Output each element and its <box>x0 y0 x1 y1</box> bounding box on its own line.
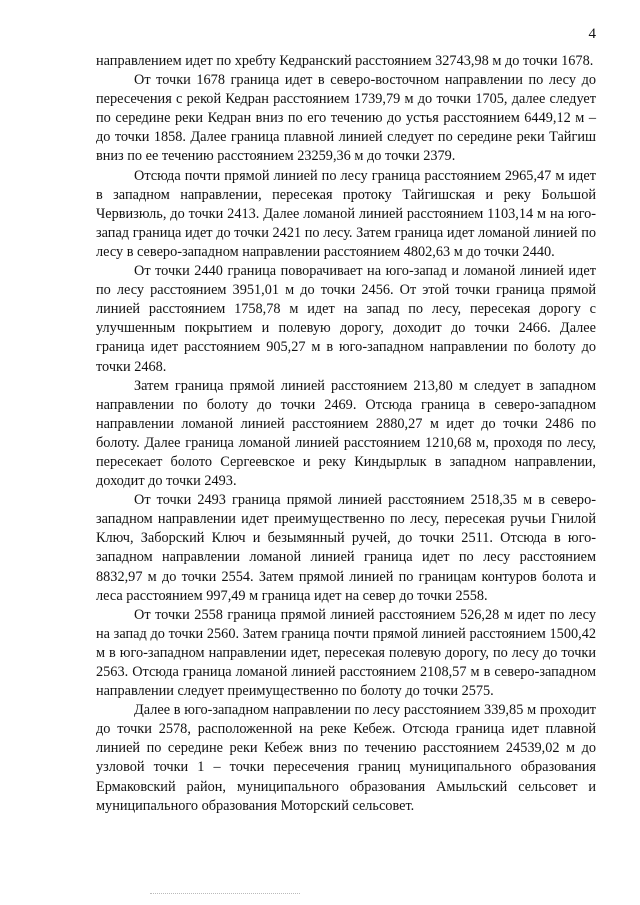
paragraph-7: От точки 2558 граница прямой линией расстоянием 526,28 м идет по лесу на запад до точки 2560. Затем граница почти прямой линией расстоянием 1500,42 м в юго-западном направлении идет, пересекая полевую дорогу, по лесу до точки 2563. Отсюда граница ломаной линией расстоянием 2108,57 м в северо-западном направлении следует преимущественно по болоту до точки 2575. <box>96 606 596 700</box>
paragraph-1: направлением идет по хребту Кедранский расстоянием 32743,98 м до точки 1678. <box>96 53 594 69</box>
document-body <box>96 52 596 816</box>
paragraph-6: От точки 2493 граница прямой линией расстоянием 2518,35 м в северо-западном направлении идет преимущественно по лесу, пересекая ручьи Гнилой Ключ, Заборский Ключ и безымянный ручей, до точки 2511. Отсюда в юго-западном направлении ломаной линией граница идет по лесу расстоянием 8832,97 м до точки 2554. Затем прямой линией по границам контуров болота и леса расстоянием 997,49 м граница идет на север до точки 2558. <box>96 492 596 604</box>
paragraph-4: От точки 2440 граница поворачивает на юго-запад и ломаной линией идет по лесу расстоянием 3951,01 м до точки 2456. От этой точки граница прямой линией расстоянием 1758,78 м идет на запад по лесу, пересекая дорогу с улучшенным покрытием и полевую дорогу, доходит до точки 2466. Далее граница идет расстоянием 905,27 м в юго-западном направлении по болоту до точки 2468. <box>96 263 596 375</box>
paragraph-5: Затем граница прямой линией расстоянием 213,80 м следует в западном направлении по болоту до точки 2469. Отсюда граница в северо-западном направлении ломаной линией расстоянием 2880,27 м идет до точки 2486 по болоту. Далее граница ломаной линией расстоянием 1210,68 м, проходя по лесу, пересекает болото Сергеевское и реку Киндырлык в западном направлении, доходит до точки 2493. <box>96 377 596 490</box>
paragraph-8: Далее в юго-западном направлении по лесу расстоянием 339,85 м проходит до точки 2578, расположенной на реке Кебеж. Отсюда граница идет плавной линией по середине реки Кебеж вниз по течению расстоянием 24539,02 м до узловой точки 1 – точки пересечения границ муниципального образования Ермаковский район, муниципального образования Амыльский сельсовет и муниципального образования Моторский сельсовет. <box>96 702 596 814</box>
paragraph-3: Отсюда почти прямой линией по лесу граница расстоянием 2965,47 м идет в западном направлении, пересекая протоку Тайгишская и реку Большой Червизюль, до точки 2413. Далее ломаной линией расстоянием 1103,14 м на юго-запад граница идет до точки 2421 по лесу. Затем граница идет ломаной линией по лесу в северо-западном направлении расстоянием 4802,63 м до точки 2440. <box>96 167 596 260</box>
scan-artifact-divider <box>150 893 300 894</box>
paragraph-2: От точки 1678 граница идет в северо-восточном направлении по лесу до пересечения с рекой Кедран расстоянием 1739,79 м до точки 1705, далее следует по середине реки Кедран вниз по его течению до устья расстоянием 6449,12 м – до точки 1858. Далее граница плавной линией следует по середине реки Тайгиш вниз по ее течению расстоянием 23259,36 м до точки 2379. <box>96 72 596 165</box>
page-number: 4 <box>588 26 596 42</box>
